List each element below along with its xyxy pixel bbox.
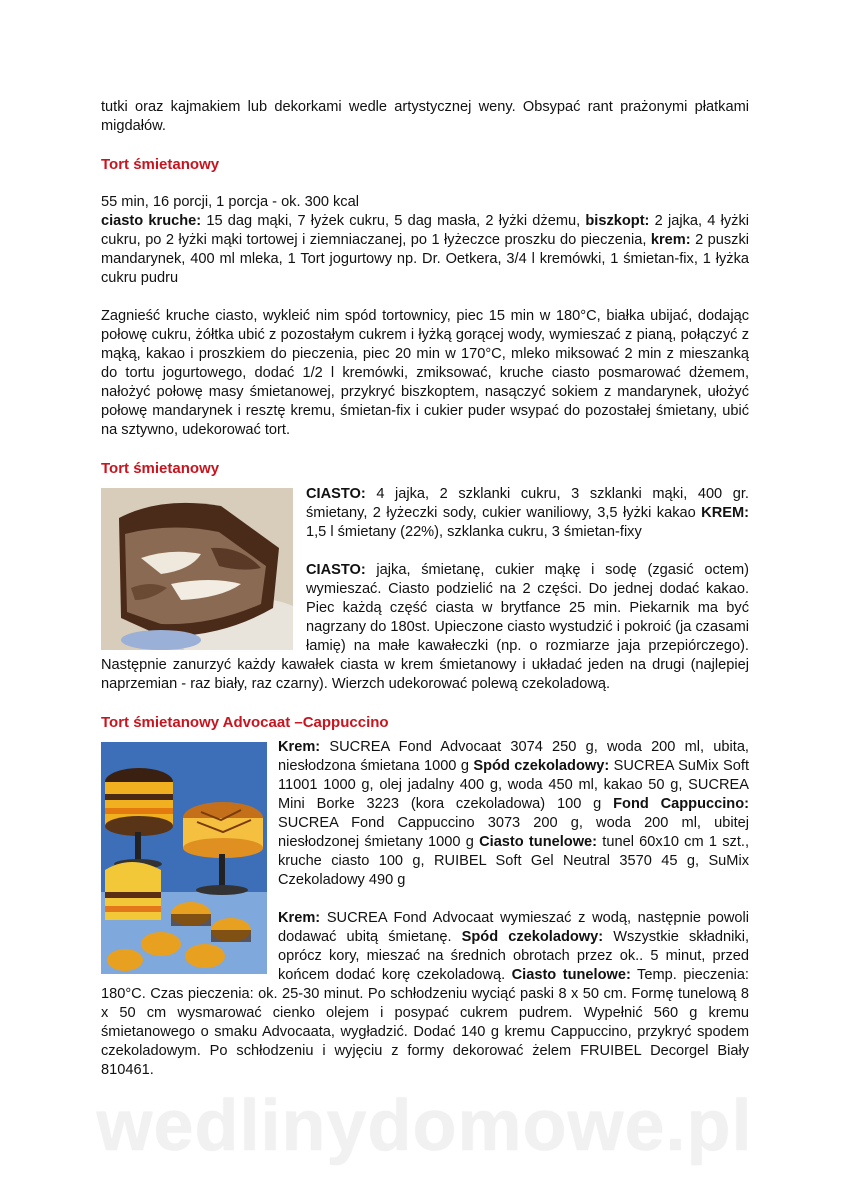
watermark: wedlinydomowe.pl — [96, 1086, 753, 1166]
ingredient-label: Fond Cappuccino: — [613, 796, 749, 812]
method-label: CIASTO: — [306, 562, 366, 578]
recipe-3-method: Krem: SUCREA Fond Advocaat wymieszać z wodą, następnie powoli dodawać ubitą śmietanę. Spód czekoladowy: Wszystkie składniki, oprócz kory, mieszać na średnich obrotach przez ok.. 5 minut, przed końcem dodać korę czekoladową. Ciasto tunelowe: Temp. pieczenia: 180°C. Czas pieczenia: ok. 25-30 minut. Po schłodzeniu wyciąć paski 8 x 50 cm. Formę tunelową 8 x 50 cm wysmarować cienko olejem i posypać cukrem pudrem. Wypełnić 560 g kremu śmietanowego o smaku Advocaata, wygładzić. Dodać 140 g kremu Cappuccino, przykryć spodem czekoladowym. Po schłodzeniu i wyjęciu z formy dekorować żelem FRUIBEL Decorgel Biały 810461. — [101, 910, 750, 1078]
recipe-2-ingredients: CIASTO: 4 jajka, 2 szklanki cukru, 3 szklanki mąki, 400 gr. śmietany, 2 łyżeczki sody, cukier waniliowy, 3,5 łyżki kakao KREM: 1,5 l śmietany (22%), szklanka cukru, 3 śmietan-fixy — [306, 486, 749, 540]
recipe-1-title: Tort śmietanowy — [101, 156, 220, 173]
recipe-1-ingredients: ciasto kruche: 15 dag mąki, 7 łyżek cukru, 5 dag masła, 2 łyżki dżemu, biszkopt: 2 jajka, 4 łyżki cukru, po 2 łyżki mąki tortowej i ziemniaczanej, po 1 łyżeczce proszku do pieczenia, krem: 2 puszki mandarynek, 400 ml mleka, 1 Tort jogurtowy np. Dr. Oetkera, 3/4 l kremówki, 1 śmietan-fix, 1 łyżka cukru pudru — [101, 213, 750, 286]
recipe-3-title: Tort śmietanowy Advocaat –Cappuccino — [101, 714, 389, 731]
cake-photo-1 — [101, 488, 293, 650]
document-page — [101, 98, 749, 1080]
ingredient-label: Krem: — [278, 739, 321, 755]
advocaat-cakes-image — [101, 742, 267, 974]
recipe-3-ingredients: Krem: SUCREA Fond Advocaat 3074 250 g, woda 200 ml, ubita, niesłodzona śmietana 1000 g Spód czekoladowy: SUCREA SuMix Soft 11001 1000 g, olej jadalny 400 g, woda 450 ml, kakao 50 g, SUCREA Mini Borke 3223 (kora czekoladowa) 100 g Fond Cappuccino: SUCREA Fond Cappuccino 3073 200 g, woda 200 ml, ubitej niesłodzonej śmietany 1000 g Ciasto tunelowe: tunel 60x10 cm 1 szt., kruche ciasto 100 g, RUIBEL Soft Gel Neutral 3570 45 g, SuMix Czekoladowy 490 g — [278, 739, 749, 888]
recipe-1-method: Zagnieść kruche ciasto, wykleić nim spód tortownicy, piec 15 min w 180°C, białka ubijać, dodając połowę cukru, żółtka ubić z pozostałym cukrem i łyżką gorącej wody, wymieszać z pianą, połączyć z mąką, kakao i proszkiem do pieczenia, piec 20 min w 170°C, mleko miksować 2 min z mieszanką do tortu jogurtowego, dodać 1/2 l kremówki, zmiksować, kruche ciasto posmarować dżemem, nałożyć połowę masy śmietanowej, przykryć biszkoptem, nasączyć sokiem z mandarynek, ułożyć połowę mandarynek i resztę kremu, śmietan-fix i cukier puder wsypać do pozostałej śmietany, ubić na sztywno, udekorować tort. — [101, 308, 749, 438]
method-label: Krem: — [278, 910, 321, 926]
method-label: Spód czekoladowy: — [461, 929, 604, 945]
ingredient-label: biszkopt: — [585, 213, 650, 229]
ingredient-label: krem: — [650, 232, 691, 248]
recipe-2-method: CIASTO: jajka, śmietanę, cukier mąkę i sodę (zgasić octem) wymieszać. Ciasto podzielić na 2 części. Do jednej dodać kakao. Piec każdą część ciasta w brytfance 25 min. Piekarnik ma być nagrzany do 180st. Upieczone ciasto wystudzić i pokroić (ja czasami łamię) na małe kawałeczki (np. o rozmiarze jaja przepiórczego). Następnie zanurzyć każdy kawałek ciasta w krem śmietanowy i układać jeden na drugi (najlepiej naprzemian - raz biały, raz czarny). Wierzch udekorować polewą czekoladową. — [101, 562, 749, 692]
ingredient-label: Spód czekoladowy: — [473, 758, 610, 774]
ingredient-label: Ciasto tunelowe: — [479, 834, 598, 850]
ingredient-label: ciasto kruche: — [101, 213, 202, 229]
method-label: Ciasto tunelowe: — [511, 967, 631, 983]
recipe-2-title: Tort śmietanowy — [101, 460, 220, 477]
ingredient-label: CIASTO: — [306, 486, 366, 502]
cake-slice-image — [101, 488, 293, 650]
recipe-1-meta: 55 min, 16 porcji, 1 porcja - ok. 300 kcal — [101, 194, 359, 210]
ingredient-label: KREM: — [701, 505, 749, 521]
intro-paragraph: tutki oraz kajmakiem lub dekorkami wedle artystycznej weny. Obsypać rant prażonymi płatkami migdałów. — [101, 99, 749, 134]
cake-photo-2 — [101, 742, 267, 974]
